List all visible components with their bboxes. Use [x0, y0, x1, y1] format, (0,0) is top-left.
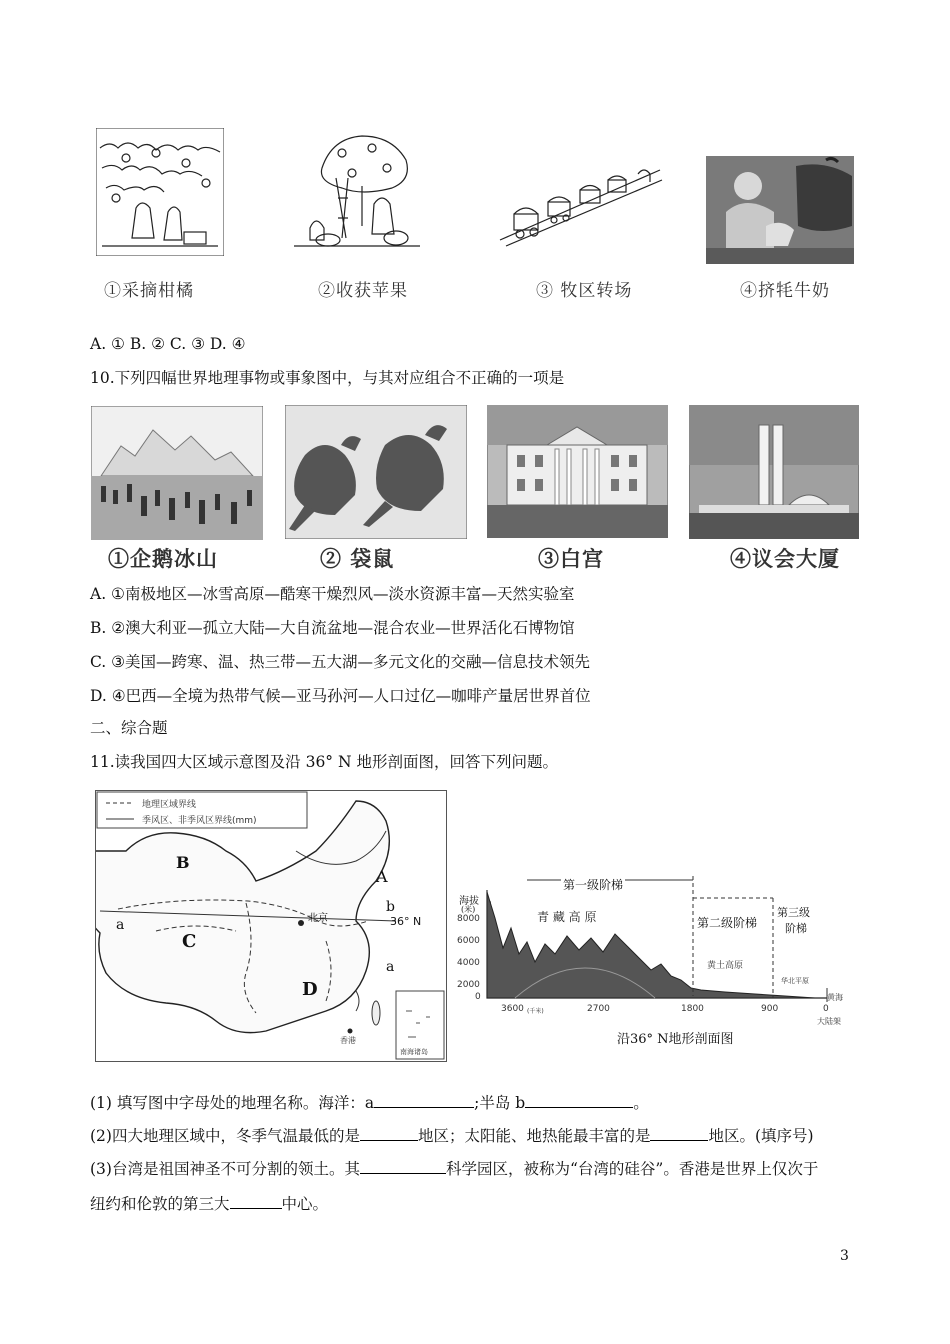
- map-label-a-sea-east: a: [386, 959, 395, 975]
- map-legend-region-line: 地理区域界线: [142, 800, 197, 810]
- profile-step3-label-a: 第三级: [777, 906, 810, 919]
- picture-white-house: [487, 405, 668, 538]
- q11-sub1-text-b: ;半岛 b: [474, 1094, 526, 1112]
- caption-kangaroos: ② 袋鼠: [320, 546, 395, 571]
- profile-region-north-china-plain: 华北平原: [781, 977, 809, 985]
- picture-pasture-migration: [490, 150, 665, 250]
- caption-white-house: ③白宫: [538, 546, 604, 571]
- profile-region-loess: 黄土高原: [707, 961, 744, 971]
- answer-blank-sea-a[interactable]: [374, 1106, 474, 1108]
- section-heading: 二、综合题: [90, 719, 168, 737]
- q11-sub3-text-c: 纽约和伦敦的第三大: [90, 1195, 230, 1213]
- profile-ylabel: 海拔: [459, 896, 479, 907]
- q10-option-b: B. ②澳大利亚—孤立大陆—大自流盆地—混合农业—世界活化石博物馆: [90, 619, 575, 637]
- answer-blank-peninsula-b[interactable]: [525, 1106, 633, 1108]
- q10-stem: 10.下列四幅世界地理事物或事象图中，与其对应组合不正确的一项是: [90, 369, 565, 387]
- q9-options: A. ① B. ② C. ③ D. ④: [90, 335, 246, 353]
- answer-blank-solar-region[interactable]: [650, 1139, 708, 1141]
- profile-xtick-0: 0: [823, 1004, 829, 1014]
- q10-option-d: D. ④巴西—全境为热带气候—亚马孙河—人口过亿—咖啡产量居世界首位: [90, 687, 591, 705]
- q10-option-a: A. ①南极地区—冰雪高原—酷寒干燥烈风—淡水资源丰富—天然实验室: [90, 585, 575, 603]
- q11-sub2-text-b: 地区；太阳能、地热能最丰富的是: [417, 1127, 651, 1145]
- profile-ytick-8000: 8000: [457, 914, 480, 924]
- answer-blank-science-park[interactable]: [360, 1172, 446, 1174]
- answer-blank-hk-center[interactable]: [230, 1207, 282, 1209]
- caption-milking-yak: ④挤牦牛奶: [740, 281, 830, 301]
- map-label-c-region: C: [182, 931, 197, 952]
- profile-sea-label: 黄海: [827, 993, 843, 1002]
- profile-caption: 沿36° N地形剖面图: [617, 1032, 734, 1047]
- q11-sub3-line2: [90, 1195, 328, 1214]
- profile-xtick-3600: 3600: [501, 1004, 524, 1014]
- map-label-d-region: D: [302, 979, 318, 1000]
- profile-region-qinghai-tibet: 青 藏 高 原: [537, 910, 597, 924]
- q10-option-c: C. ③美国—跨寒、温、热三带—五大湖—多元文化的交融—信息技术领先: [90, 653, 591, 671]
- picture-harvesting-apples: [292, 128, 422, 250]
- profile-yunit: (米): [461, 905, 476, 914]
- q11-sub3: [90, 1160, 818, 1179]
- q11-sub3-text-a: (3)台湾是祖国神圣不可分割的领土。其: [90, 1160, 360, 1178]
- map-label-a-sea-west: a: [116, 917, 125, 933]
- picture-milking-yak: [706, 156, 854, 264]
- profile-xtick-1800: 1800: [681, 1004, 704, 1014]
- profile-xtick-900: 900: [761, 1004, 779, 1014]
- picture-parliament-building: [689, 405, 859, 539]
- map-label-lat: 36° N: [390, 915, 422, 928]
- map-label-b-region: B: [176, 853, 190, 872]
- picture-penguins-iceberg: [91, 406, 263, 540]
- profile-ytick-2000: 2000: [457, 980, 480, 990]
- picture-kangaroos: [285, 405, 467, 539]
- map-label-b-peninsula: b: [386, 899, 395, 915]
- profile-ytick-0: 0: [475, 992, 481, 1002]
- picture-picking-oranges: [96, 128, 224, 256]
- map-label-hongkong: 香港: [340, 1036, 356, 1045]
- caption-harvesting-apples: ②收获苹果: [318, 281, 408, 301]
- q11-stem: 11.读我国四大区域示意图及沿 36° N 地形剖面图，回答下列问题。: [90, 753, 558, 771]
- page-number: 3: [840, 1248, 849, 1264]
- profile-xunit: (千米): [527, 1008, 544, 1015]
- q11-sub3-text-b: 科学园区，被称为“台湾的硅谷”。香港是世界上仅次于: [445, 1160, 819, 1178]
- terrain-profile-figure: [455, 858, 855, 1058]
- q11-sub1-text-a: (1) 填写图中字母处的地理名称。海洋：a: [90, 1094, 375, 1112]
- profile-ytick-4000: 4000: [457, 958, 480, 968]
- map-legend-monsoon-line: 季风区、非季风区界线(mm): [142, 816, 257, 826]
- profile-xtick-2700: 2700: [587, 1004, 610, 1014]
- caption-pasture-migration: ③ 牧区转场: [536, 281, 633, 301]
- q11-sub1-text-c: 。: [633, 1094, 649, 1112]
- profile-step3-label-b: 阶梯: [785, 922, 807, 935]
- q11-sub1: [90, 1094, 649, 1113]
- q11-sub2-text-a: (2)四大地理区域中，冬季气温最低的是: [90, 1127, 360, 1145]
- profile-ytick-6000: 6000: [457, 936, 480, 946]
- q11-sub3-text-d: 中心。: [281, 1195, 329, 1213]
- map-label-beijing: 北京: [308, 913, 328, 924]
- caption-picking-oranges: ①采摘柑橘: [104, 281, 194, 301]
- caption-parliament-building: ④议会大厦: [730, 546, 840, 571]
- q11-sub2: [90, 1127, 814, 1146]
- profile-step2-label: 第二级阶梯: [697, 916, 758, 930]
- answer-blank-coldest-region[interactable]: [360, 1139, 418, 1141]
- map-inset-label: 南海诸岛: [400, 1048, 428, 1056]
- profile-shelf-label: 大陆架: [817, 1017, 841, 1026]
- caption-penguins-iceberg: ①企鹅冰山: [108, 546, 218, 571]
- map-label-a-region: A: [376, 867, 388, 886]
- china-regions-map: [95, 790, 447, 1062]
- profile-step1-label: 第一级阶梯: [563, 878, 624, 892]
- q11-sub2-text-c: 地区。(填序号): [708, 1127, 814, 1145]
